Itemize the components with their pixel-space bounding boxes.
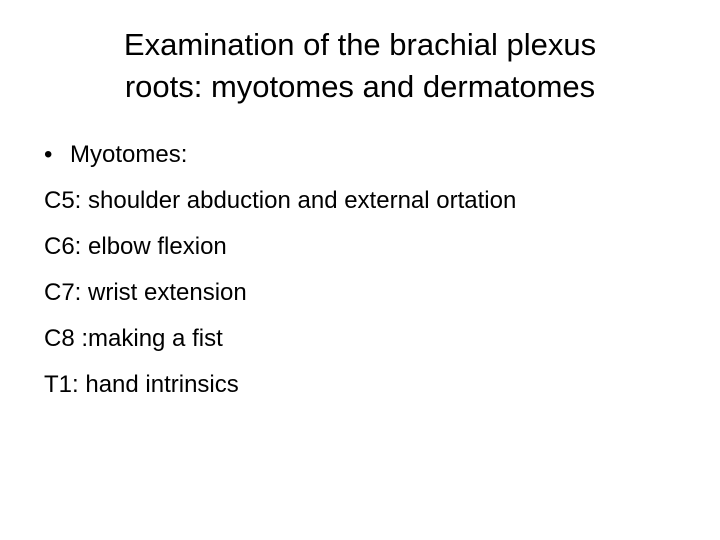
myotome-line-t1: T1: hand intrinsics — [44, 371, 239, 398]
bullet-marker: • — [44, 141, 53, 168]
bullet-item-myotomes — [44, 132, 694, 178]
myotome-line-c6: C6: elbow flexion — [44, 233, 227, 260]
slide-title-line-1: Examination of the brachial plexus — [123, 27, 597, 62]
bullet-text: Myotomes: — [70, 141, 188, 168]
slide-title-line-2: roots: myotomes and dermatomes — [124, 69, 596, 104]
myotome-line-c7: C7: wrist extension — [44, 279, 247, 306]
slide-title — [40, 24, 680, 108]
slide-body — [44, 132, 694, 408]
myotome-line-c8: C8 :making a fist — [44, 325, 223, 352]
myotome-line-c5: C5: shoulder abduction and external ortation — [44, 187, 517, 214]
